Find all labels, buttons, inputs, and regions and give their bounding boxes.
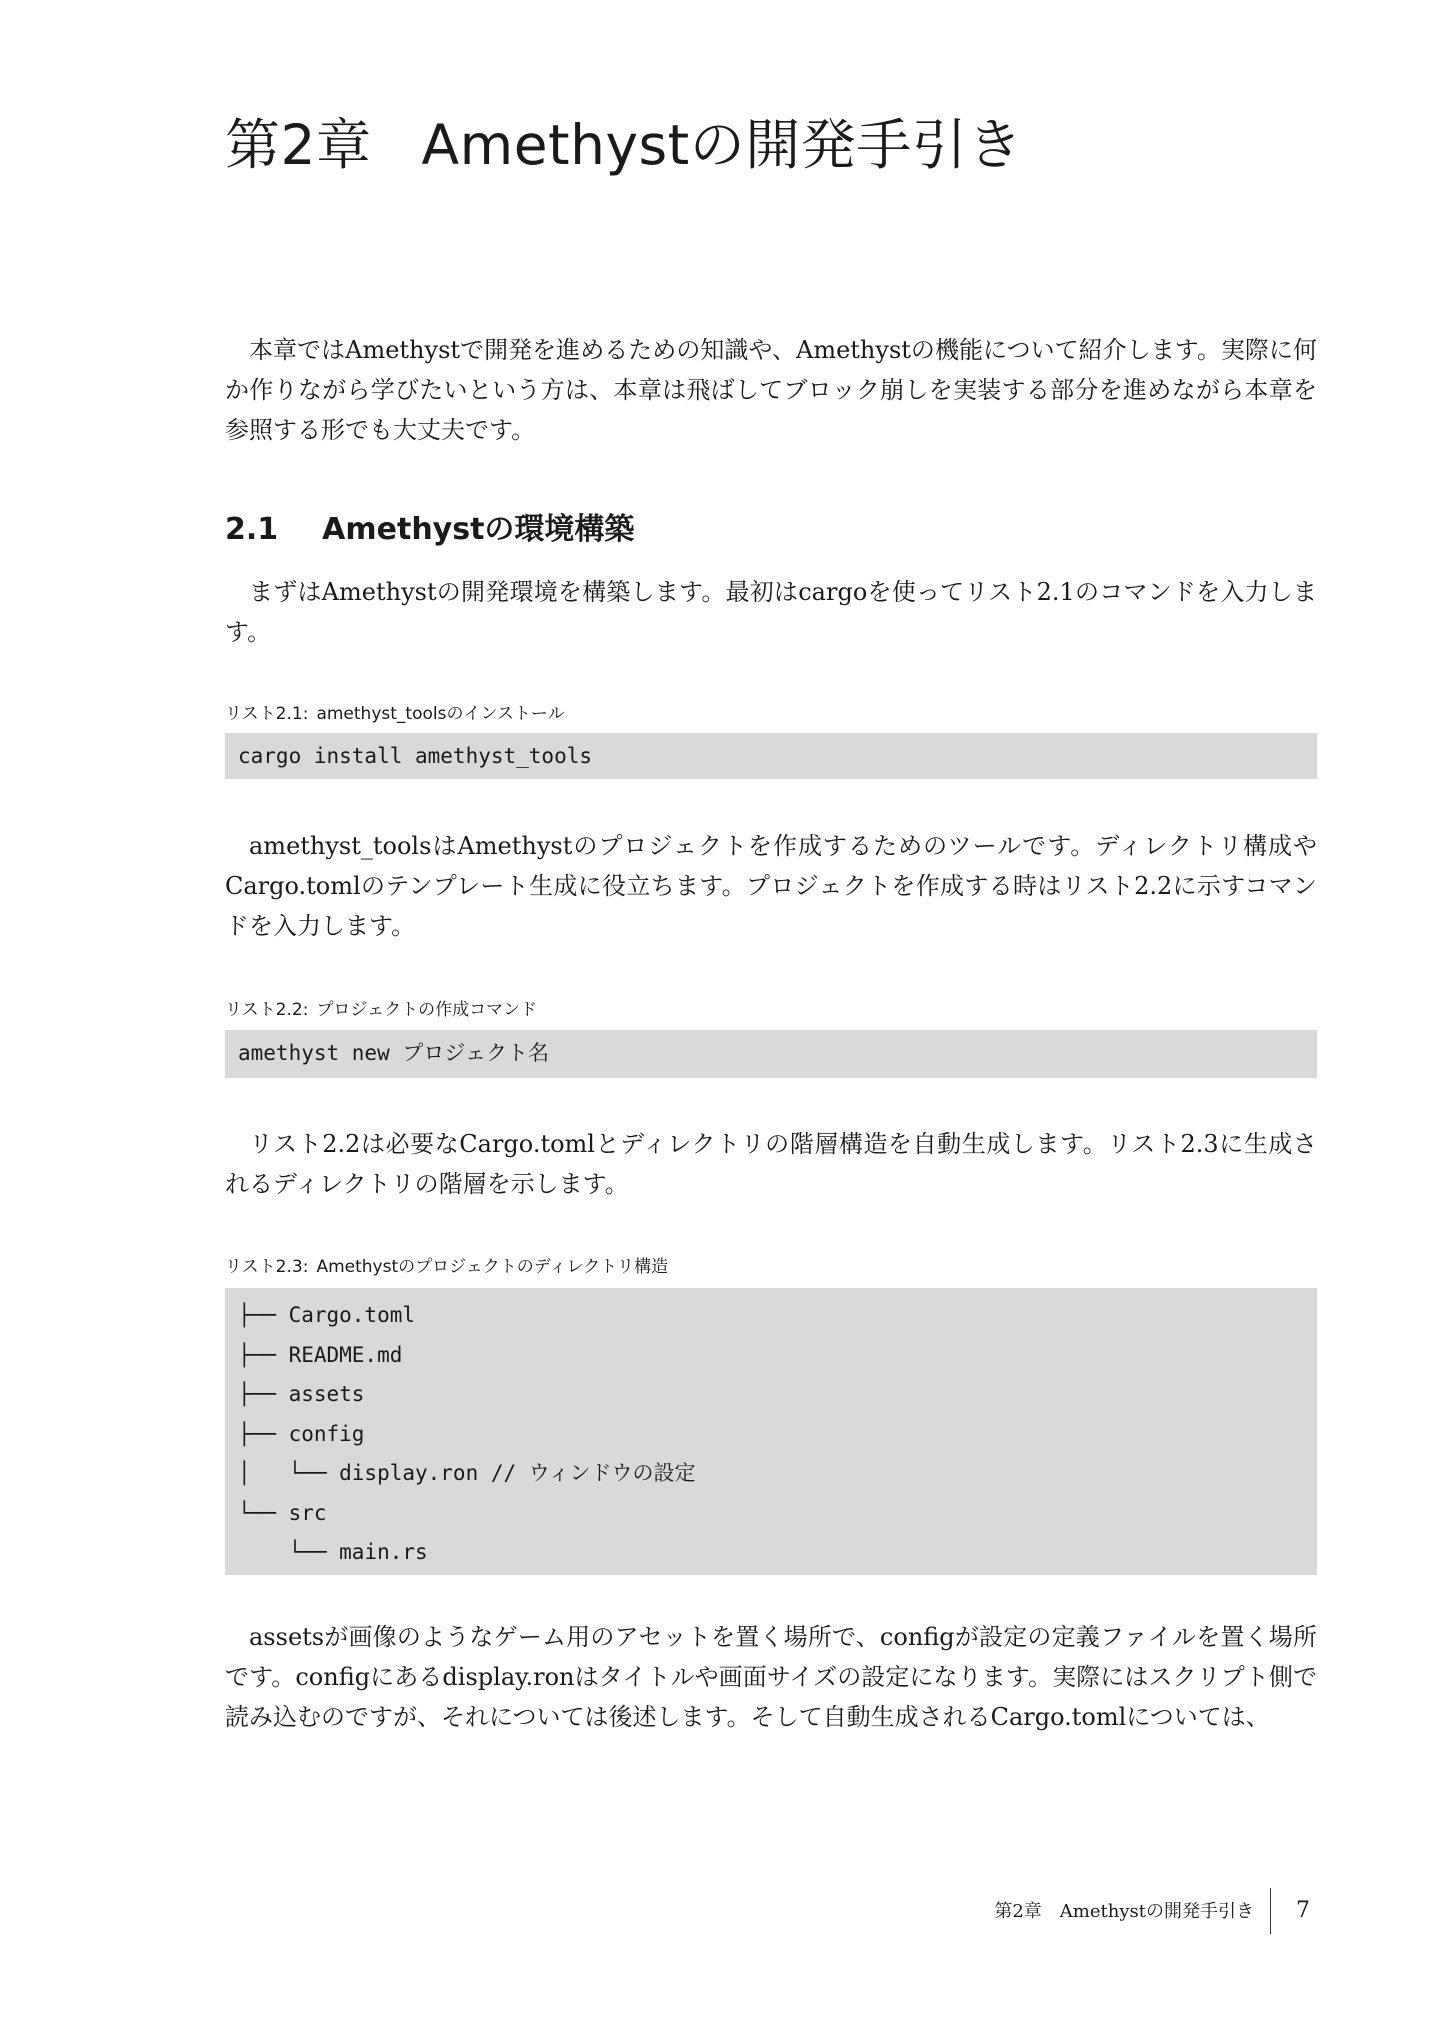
running-title: 第2章 Amethystの開発手引き (994, 1901, 1254, 1922)
listing-number: リスト2.2: (225, 1000, 309, 1020)
listing-number: リスト2.3: (225, 1257, 309, 1277)
code-block (225, 733, 1317, 779)
page-number: 7 (1296, 1898, 1310, 1923)
listing-caption-text: Amethystのプロジェクトのディレクトリ構造 (316, 1257, 669, 1277)
chapter-title (225, 105, 1023, 185)
listing-caption (225, 702, 565, 726)
code-line: cargo install amethyst_tools (238, 744, 593, 768)
body-paragraph: リスト2.2は必要なCargo.tomlとディレクトリの階層構造を自動生成します。リスト2.3に生成されるディレクトリの階層を示します。 (225, 1130, 1317, 1198)
body-paragraph: amethyst_toolsはAmethystのプロジェクトを作成するためのツールです。ディレクトリ構成やCargo.tomlのテンプレート生成に役立ちます。プロジェクトを作成する時はリスト2.2に示すコマンドを入力します。 (225, 832, 1317, 940)
body-paragraph: まずはAmethystの開発環境を構築します。最初はcargoを使ってリスト2.1のコマンドを入力します。 (225, 578, 1317, 646)
listing-caption (225, 1255, 668, 1279)
intro-paragraph: 本章ではAmethystで開発を進めるための知識や、Amethystの機能について紹介します。実際に何か作りながら学びたいという方は、本章は飛ばしてブロック崩しを実装する部分を進めながら本章を参照する形でも大丈夫です。 (225, 336, 1317, 444)
tree-line: └── src (238, 1500, 327, 1525)
chapter-number: 第2章 (225, 113, 372, 177)
section-heading (225, 508, 634, 552)
section-title-text: Amethystの環境構築 (322, 512, 635, 547)
listing-caption-text: プロジェクトの作成コマンド (316, 1000, 538, 1020)
chapter-title-text: Amethystの開発手引き (421, 113, 1023, 177)
code-block (225, 1030, 1317, 1078)
tree-line: ├── config (238, 1421, 365, 1446)
tree-line: │ └── display.ron // ウィンドウの設定 (238, 1461, 696, 1485)
page-footer (0, 1888, 1433, 1936)
code-line: amethyst new プロジェクト名 (238, 1041, 549, 1065)
tree-line: ├── Cargo.toml (238, 1303, 416, 1327)
tree-line: ├── assets (238, 1382, 365, 1406)
footer-divider (1270, 1888, 1271, 1934)
body-paragraph: assetsが画像のようなゲーム用のアセットを置く場所で、configが設定の定義ファイルを置く場所です。configにあるdisplay.ronはタイトルや画面サイズの設定になります。実際にはスクリプト側で読み込むのですが、それについては後述します。そして自動生成されるCargo.tomlについては、 (225, 1623, 1317, 1731)
listing-caption (225, 998, 537, 1022)
tree-line: └── main.rs (238, 1540, 428, 1564)
listing-caption-text: amethyst_toolsのインストール (316, 704, 565, 724)
section-number: 2.1 (225, 512, 279, 547)
directory-tree-block (225, 1288, 1317, 1575)
listing-number: リスト2.1: (225, 704, 309, 724)
tree-line: ├── README.md (238, 1342, 403, 1367)
